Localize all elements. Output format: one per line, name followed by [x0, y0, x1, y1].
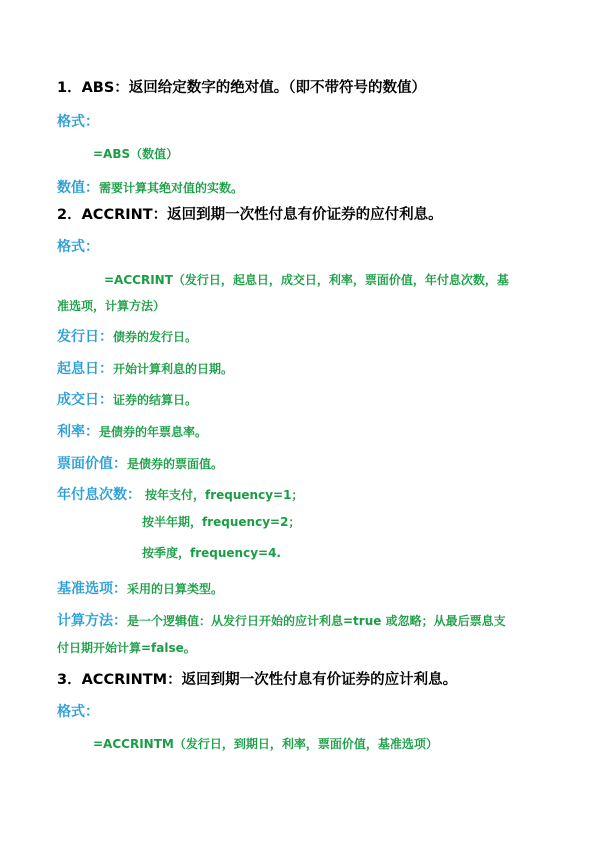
param-desc: 采用的日算类型。	[127, 582, 224, 596]
format-label-2: 格式：	[57, 239, 99, 255]
param-desc: 开始计算利息的日期。	[113, 362, 234, 376]
param-basis	[57, 578, 223, 598]
formula-abs: =ABS（数值）	[93, 147, 179, 161]
param-rate	[57, 421, 207, 441]
param-label: 年付息次数：	[57, 487, 141, 503]
param-desc: 证券的结算日。	[113, 393, 198, 407]
param-label: 发行日：	[57, 329, 113, 345]
param-calc-method	[57, 610, 506, 630]
format-label-3: 格式：	[57, 704, 99, 720]
param-label: 计算方法：	[57, 613, 127, 629]
formula-accrint-line1: =ACCRINT（发行日，起息日，成交日，利率，票面价值，年付息次数，基	[104, 273, 509, 287]
param-desc: 是债券的年票息率。	[99, 425, 208, 439]
section-1-heading: 1．ABS：返回给定数字的绝对值。（即不带符号的数值）	[57, 80, 427, 96]
section-3-heading: 3．ACCRINTM：返回到期一次性付息有价证券的应计利息。	[57, 672, 458, 688]
param-label: 起息日：	[57, 361, 113, 377]
param-calc-method-cont: 付日期开始计算=false。	[57, 641, 196, 655]
param-frequency	[57, 484, 303, 504]
param-desc: 按年支付，frequency=1；	[145, 488, 304, 502]
param-desc: 需要计算其绝对值的实数。	[99, 181, 244, 195]
param-label: 数值：	[57, 180, 99, 196]
param-label: 利率：	[57, 424, 99, 440]
param-frequency-quarterly: 按季度，frequency=4.	[142, 546, 281, 560]
param-desc: 是一个逻辑值：从发行日开始的应计利息=true 或忽略；从最后票息支	[127, 614, 506, 628]
param-label: 成交日：	[57, 392, 113, 408]
formula-accrintm: =ACCRINTM（发行日，到期日，利率，票面价值，基准选项）	[93, 737, 438, 751]
param-desc: 是债券的票面值。	[127, 457, 224, 471]
param-desc: 债券的发行日。	[113, 330, 198, 344]
param-value	[57, 177, 243, 197]
section-2-heading: 2．ACCRINT：返回到期一次性付息有价证券的应付利息。	[57, 207, 443, 223]
param-settlement	[57, 389, 197, 409]
param-label: 票面价值：	[57, 456, 127, 472]
param-par	[57, 453, 223, 473]
format-label-1: 格式：	[57, 114, 99, 130]
param-issue-date	[57, 326, 197, 346]
formula-accrint-line2: 准选项，计算方法）	[57, 299, 166, 313]
param-first-interest	[57, 358, 233, 378]
param-label: 基准选项：	[57, 581, 127, 597]
param-frequency-semiannual: 按半年期，frequency=2；	[142, 515, 301, 529]
